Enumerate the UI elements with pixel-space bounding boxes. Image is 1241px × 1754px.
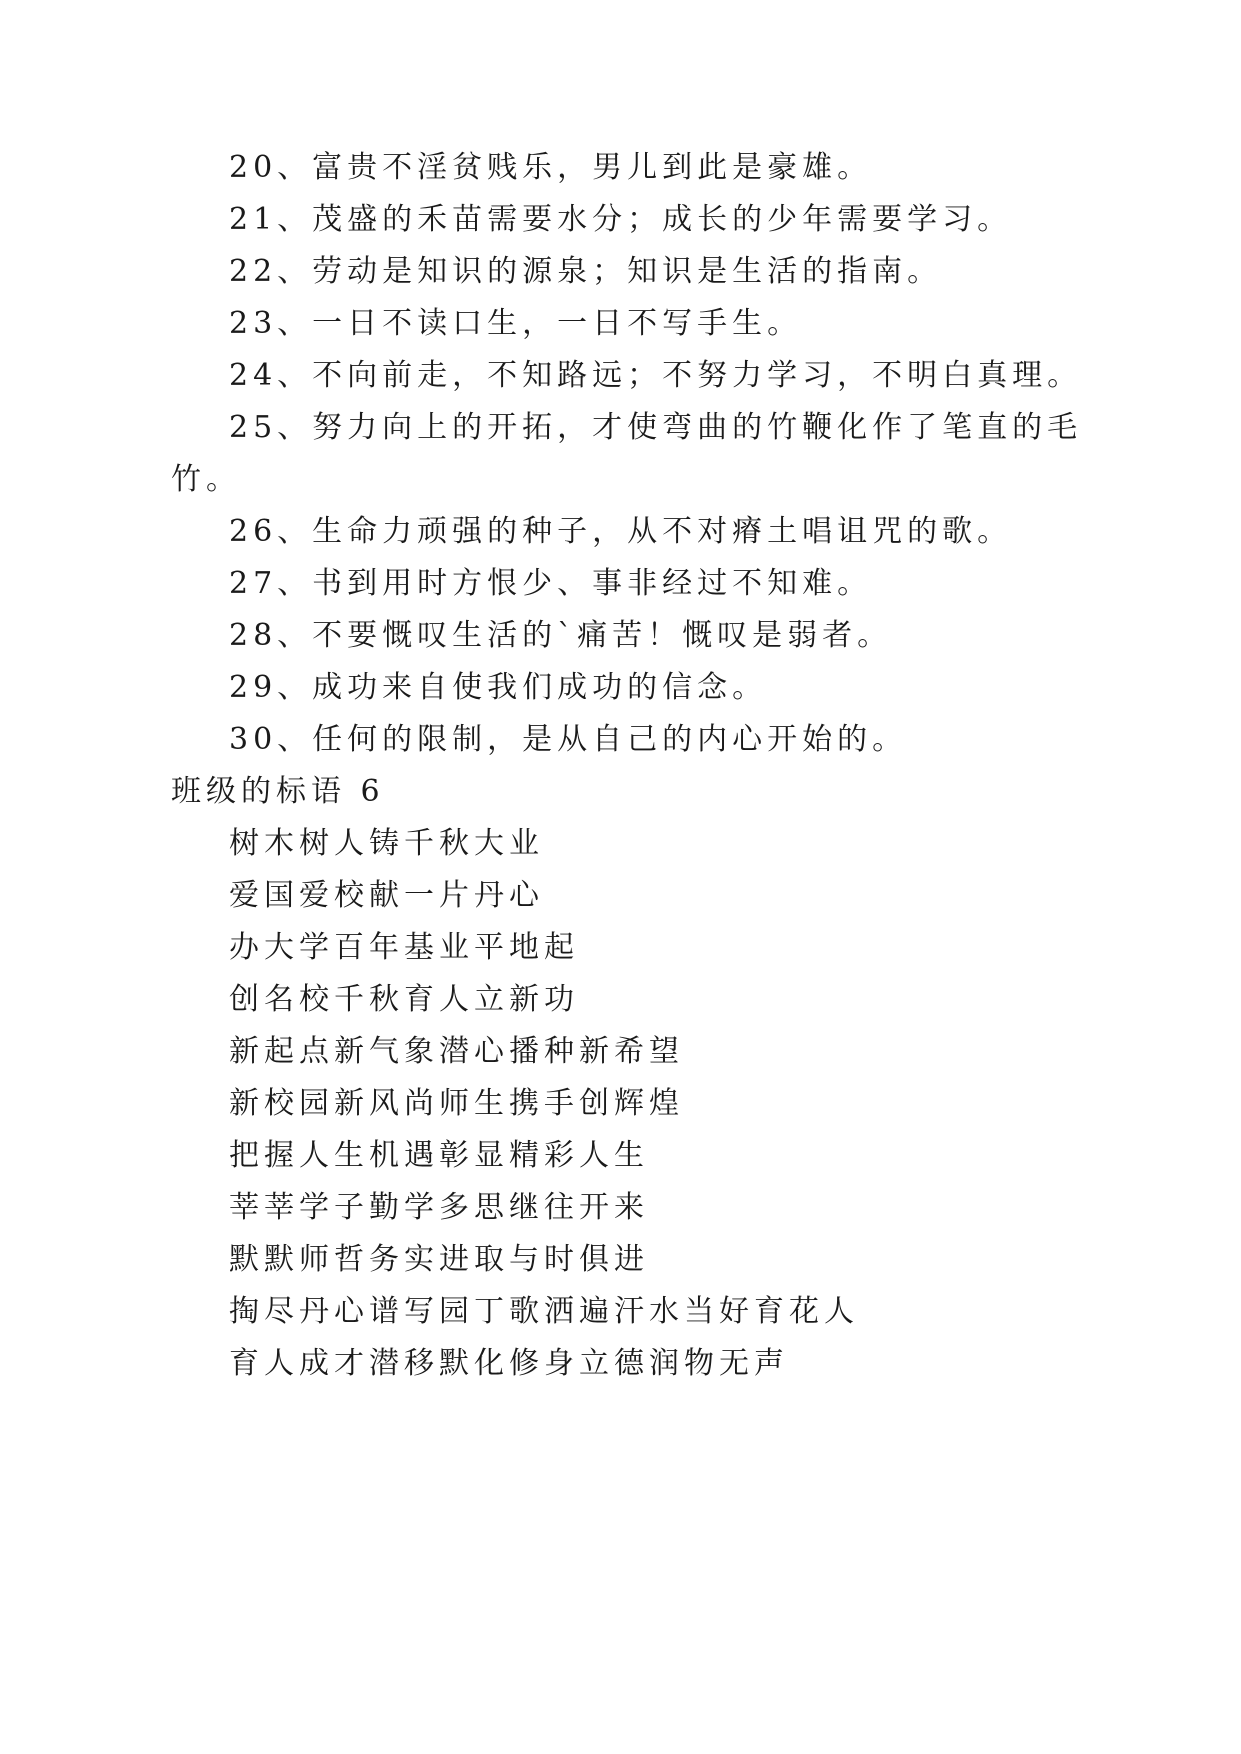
slogan-line-30: 30、任何的限制，是从自己的内心开始的。 — [229, 722, 908, 757]
slogan-line-25: 25、努力向上的开拓，才使弯曲的竹鞭化作了笔直的毛 — [229, 410, 1083, 445]
couplet-line: 树木树人铸千秋大业 — [229, 826, 544, 861]
couplet-line: 新校园新风尚师生携手创辉煌 — [229, 1086, 684, 1121]
couplet-line: 爱国爱校献一片丹心 — [229, 878, 544, 913]
couplet-line: 掏尽丹心谱写园丁歌洒遍汗水当好育花人 — [229, 1294, 859, 1329]
couplet-line: 办大学百年基业平地起 — [229, 930, 579, 965]
slogan-line-21: 21、茂盛的禾苗需要水分；成长的少年需要学习。 — [229, 202, 1013, 237]
slogan-line-27: 27、书到用时方恨少、事非经过不知难。 — [229, 566, 873, 601]
couplet-line: 莘莘学子勤学多思继往开来 — [229, 1190, 649, 1225]
slogan-line-26: 26、生命力顽强的种子，从不对瘠土唱诅咒的歌。 — [229, 514, 1013, 549]
slogan-line-22: 22、劳动是知识的源泉；知识是生活的指南。 — [229, 254, 943, 289]
couplet-line: 把握人生机遇彰显精彩人生 — [229, 1138, 649, 1173]
slogan-line-29: 29、成功来自使我们成功的信念。 — [229, 670, 768, 705]
slogan-line-28: 28、不要慨叹生活的`痛苦！慨叹是弱者。 — [229, 618, 893, 653]
couplet-line: 新起点新气象潜心播种新希望 — [229, 1034, 684, 1069]
slogan-line-24: 24、不向前走，不知路远；不努力学习，不明白真理。 — [229, 358, 1083, 393]
slogan-line-23: 23、一日不读口生，一日不写手生。 — [229, 306, 803, 341]
couplet-line: 默默师哲务实进取与时俱进 — [229, 1242, 649, 1277]
couplet-line: 育人成才潜移默化修身立德润物无声 — [229, 1346, 789, 1381]
slogan-line-20: 20、富贵不淫贫贱乐，男儿到此是豪雄。 — [229, 150, 873, 185]
section-heading: 班级的标语 6 — [171, 774, 385, 809]
slogan-line-25-continued: 竹。 — [171, 462, 241, 497]
couplet-line: 创名校千秋育人立新功 — [229, 982, 579, 1017]
